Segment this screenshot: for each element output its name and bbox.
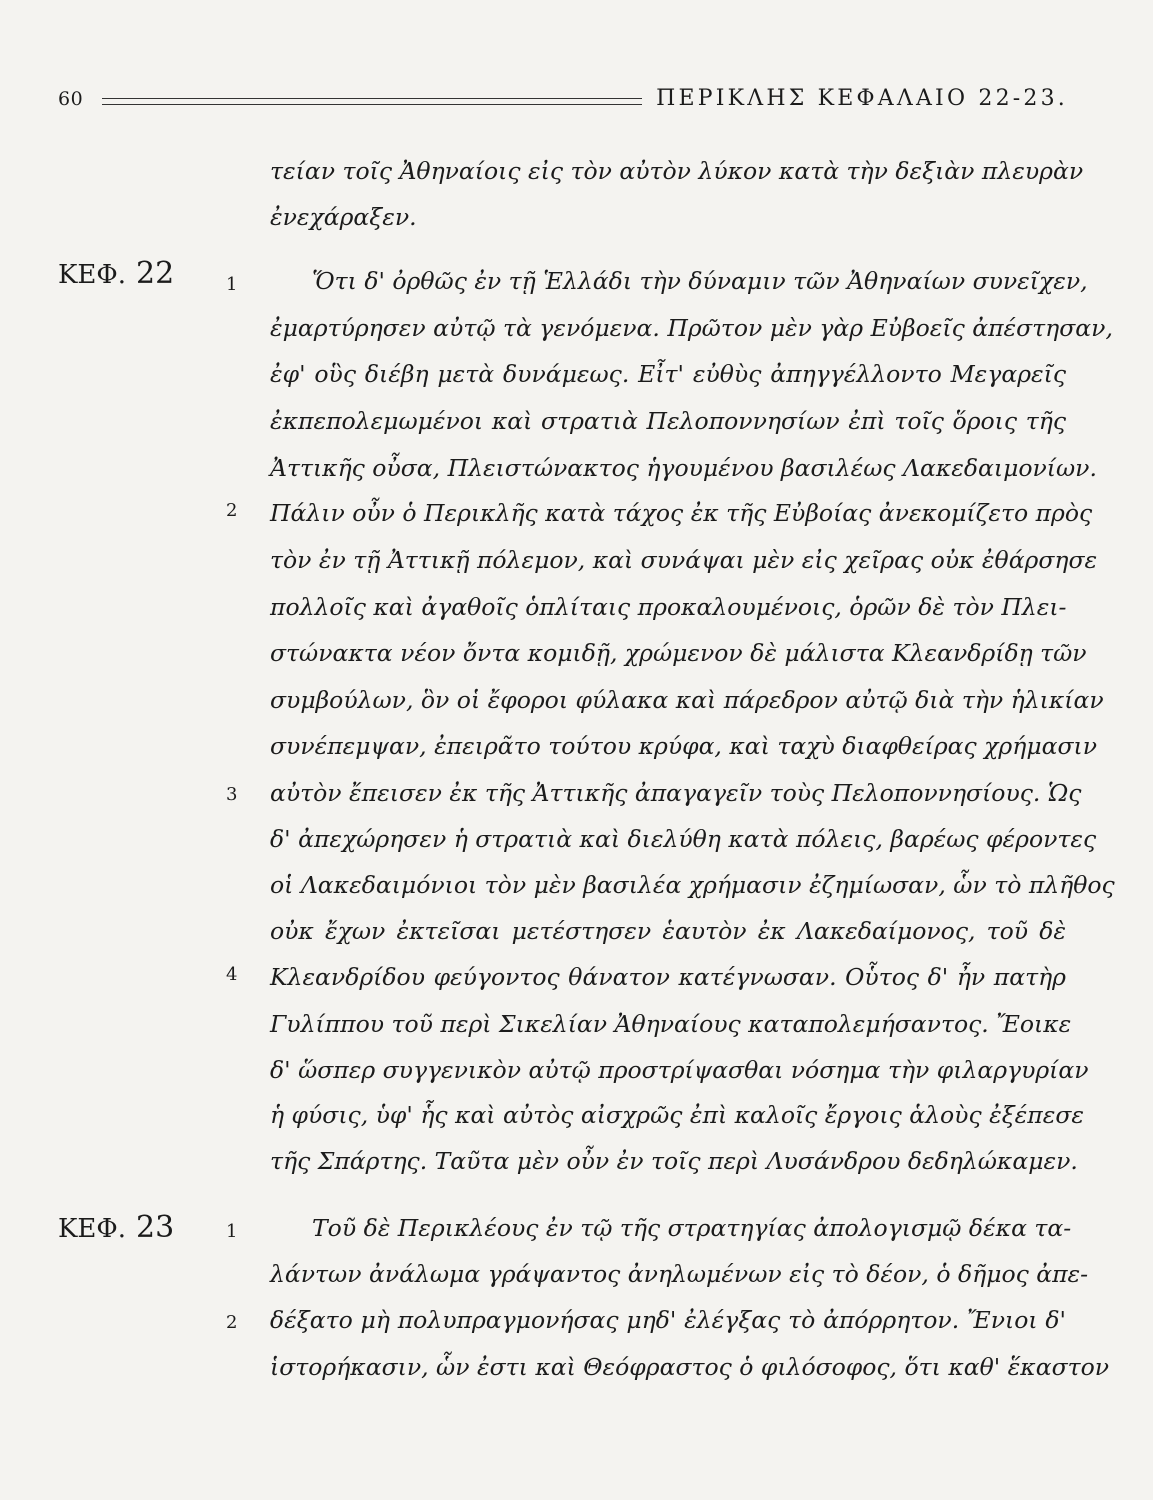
section-number: 1 (226, 274, 238, 295)
text-line: στώνακτα νέον ὄντα κομιδῇ, χρώμενον δὲ μάλιστα Κλεανδρίδῃ τῶν (270, 639, 1087, 667)
page-header (58, 88, 1068, 118)
text-line: δ' ὥσπερ συγγενικὸν αὐτῷ προστρίψασθαι νόσημα τὴν φιλαργυρίαν (270, 1056, 1089, 1084)
text-line: τείαν τοῖς Ἀθηναίοις εἰς τὸν αὐτὸν λύκον κατὰ τὴν δεξιὰν πλευρὰν (270, 157, 1084, 185)
section-number: 1 (226, 1221, 238, 1242)
section-number: 2 (226, 500, 238, 521)
text-line: Τοῦ δὲ Περικλέους ἐν τῷ τῆς στρατηγίας ἀπολογισμῷ δέκα τα- (312, 1214, 1072, 1242)
section-number: 2 (226, 1312, 238, 1333)
chapter-number: 23 (135, 1210, 175, 1245)
text-line: Πάλιν οὖν ὁ Περικλῆς κατὰ τάχος ἐκ τῆς Εὐβοίας ἀνεκομίζετο πρὸς (270, 499, 1093, 527)
text-line: Ὅτι δ' ὀρθῶς ἐν τῇ Ἑλλάδι τὴν δύναμιν τῶν Ἀθηναίων συνεῖχεν, (312, 267, 1088, 295)
header-rule (102, 98, 642, 105)
chapter-label: ΚΕΦ. (58, 1214, 126, 1244)
text-line: λάντων ἀνάλωμα γράψαντος ἀνηλωμένων εἰς τὸ δέον, ὁ δῆμος ἀπε- (270, 1260, 1089, 1288)
text-line: πολλοῖς καὶ ἀγαθοῖς ὁπλίταις προκαλουμένοις, ὁρῶν δὲ τὸν Πλει- (270, 593, 1067, 621)
text-line: συμβούλων, ὃν οἱ ἔφοροι φύλακα καὶ πάρεδρον αὐτῷ διὰ τὴν ἡλικίαν (270, 686, 1104, 714)
text-line: τῆς Σπάρτης. Ταῦτα μὲν οὖν ἐν τοῖς περὶ Λυσάνδρου δεδηλώκαμεν. (270, 1147, 1078, 1175)
text-line: τὸν ἐν τῇ Ἀττικῇ πόλεμον, καὶ συνάψαι μὲν εἰς χεῖρας οὐκ ἐθάρσησε (270, 546, 1098, 574)
text-line: ἐφ' οὓς διέβη μετὰ δυνάμεως. Εἶτ' εὐθὺς ἀπηγγέλλοντο Μεγαρεῖς (270, 360, 1066, 388)
text-line: αὐτὸν ἔπεισεν ἐκ τῆς Ἀττικῆς ἀπαγαγεῖν τοὺς Πελοποννησίους. Ὡς (270, 779, 1082, 807)
page-number: 60 (58, 88, 84, 110)
text-line: Ἀττικῆς οὖσα, Πλειστώνακτος ἡγουμένου βασιλέως Λακεδαιμονίων. (270, 454, 1097, 482)
text-line: οἱ Λακεδαιμόνιοι τὸν μὲν βασιλέα χρήμασιν ἐζημίωσαν, ὧν τὸ πλῆθος (270, 871, 1115, 899)
text-line: Κλεανδρίδου φεύγοντος θάνατον κατέγνωσαν. Οὗτος δ' ἦν πατὴρ (270, 963, 1066, 991)
chapter-marker-22 (58, 256, 175, 291)
chapter-number: 22 (135, 256, 175, 291)
text-line: δέξατο μὴ πολυπραγμονήσας μηδ' ἐλέγξας τὸ ἀπόρρητον. Ἔνιοι δ' (270, 1306, 1066, 1334)
section-number: 3 (226, 784, 238, 805)
chapter-label: ΚΕΦ. (58, 260, 126, 290)
text-line: ἐκπεπολεμωμένοι καὶ στρατιὰ Πελοποννησίων ἐπὶ τοῖς ὅροις τῆς (270, 407, 1066, 435)
text-line: ἱστορήκασιν, ὧν ἐστι καὶ Θεόφραστος ὁ φιλόσοφος, ὅτι καθ' ἕκαστον (270, 1353, 1110, 1381)
text-line: Γυλίππου τοῦ περὶ Σικελίαν Ἀθηναίους καταπολεμήσαντος. Ἔοικε (270, 1010, 1072, 1038)
text-line: οὐκ ἔχων ἐκτεῖσαι μετέστησεν ἑαυτὸν ἐκ Λακεδαίμονος, τοῦ δὲ (270, 917, 1066, 945)
text-line: δ' ἀπεχώρησεν ἡ στρατιὰ καὶ διελύθη κατὰ πόλεις, βαρέως φέροντες (270, 825, 1097, 853)
running-title: ΠΕΡΙΚΛΗΣ ΚΕΦΑΛΑΙΟ 22-23. (656, 86, 1068, 111)
chapter-marker-23 (58, 1210, 175, 1245)
text-line: ἡ φύσις, ὑφ' ἧς καὶ αὐτὸς αἰσχρῶς ἐπὶ καλοῖς ἔργοις ἁλοὺς ἐξέπεσε (270, 1101, 1084, 1129)
section-number: 4 (226, 964, 238, 985)
text-line: ἐνεχάραξεν. (270, 203, 417, 231)
text-line: ἐμαρτύρησεν αὐτῷ τὰ γενόμενα. Πρῶτον μὲν γὰρ Εὐβοεῖς ἀπέστησαν, (270, 314, 1113, 342)
text-line: συνέπεμψαν, ἐπειρᾶτο τούτου κρύφα, καὶ ταχὺ διαφθείρας χρήμασιν (270, 732, 1097, 760)
